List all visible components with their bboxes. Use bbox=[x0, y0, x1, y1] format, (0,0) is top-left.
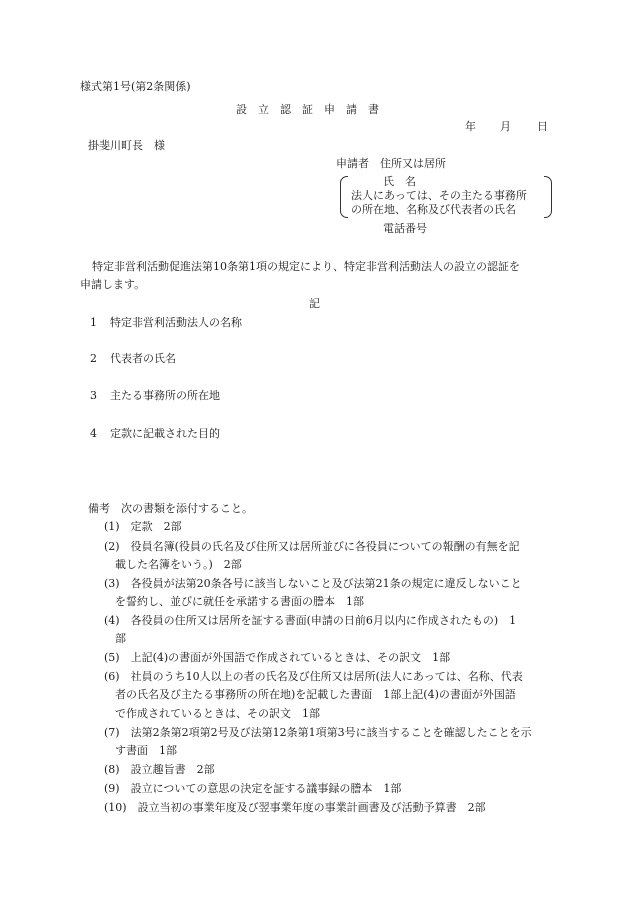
applicant-name-label: 氏 名 bbox=[383, 175, 416, 188]
remark-line: (10) 設立当初の事業年度及び翌事業年度の事業計画書及び活動予算書 2部 bbox=[104, 801, 486, 814]
remark-line: (1) 定款 2部 bbox=[104, 520, 182, 533]
form-label: 様式第1号(第2条関係) bbox=[80, 80, 191, 93]
remark-line: (8) 設立趣旨書 2部 bbox=[104, 763, 215, 776]
date-day: 日 bbox=[537, 120, 548, 133]
remark-line: 載した名簿をいう。) 2部 bbox=[115, 558, 242, 571]
item-2-text: 代表者の氏名 bbox=[110, 352, 176, 365]
document-title: 設 立 認 証 申 請 書 bbox=[236, 103, 379, 116]
remark-line: (9) 設立についての意思の決定を証する議事録の謄本 1部 bbox=[104, 782, 402, 795]
item-1-number: 1 bbox=[90, 316, 97, 329]
remark-line: (5) 上記(4)の書面が外国語で作成されているときは、その訳文 1部 bbox=[104, 651, 451, 664]
date-year: 年 bbox=[465, 120, 476, 133]
remark-line: (2) 役員名簿(役員の氏名及び住所又は居所並びに各役員についての報酬の有無を記 bbox=[104, 540, 520, 553]
item-3-text: 主たる事務所の所在地 bbox=[110, 389, 220, 402]
addressee: 掛斐川町長 様 bbox=[88, 139, 165, 152]
item-1-text: 特定非営利活動法人の名称 bbox=[110, 316, 242, 329]
remark-line: で作成されているときは、その訳文 1部 bbox=[115, 707, 320, 720]
remark-line: (7) 法第2条第2項第2号及び法第12条第1項第3号に該当することを確認したことを示 bbox=[104, 726, 532, 739]
remark-line: す書面 1部 bbox=[115, 744, 177, 757]
remark-line: 部 bbox=[115, 632, 126, 645]
ki-heading: 記 bbox=[309, 297, 320, 310]
corporate-note-line-2: の所在地、名称及び代表者の氏名 bbox=[351, 203, 516, 216]
body-text-line-1: 特定非営利活動促進法第10条第1項の規定により、特定非営利活動法人の設立の認証を bbox=[92, 260, 520, 273]
remark-line: (6) 社員のうち10人以上の者の氏名及び住所又は居所(法人にあっては、名称、代表 bbox=[104, 670, 523, 683]
applicant-phone-label: 電話番号 bbox=[383, 222, 427, 235]
remark-line: を誓約し、並びに就任を承諾する書面の謄本 1部 bbox=[115, 595, 364, 608]
date-month: 月 bbox=[500, 120, 511, 133]
remarks-heading: 備考 次の書類を添付すること。 bbox=[88, 502, 253, 515]
item-3-number: 3 bbox=[90, 389, 97, 402]
remark-line: (3) 各役員が法第20条各号に該当しないこと及び法第21条の規定に違反しないこと bbox=[104, 577, 522, 590]
applicant-address-label: 申請者 住所又は居所 bbox=[336, 157, 446, 170]
corporate-note-line-1: 法人にあっては、その主たる事務所 bbox=[351, 189, 527, 202]
item-4-number: 4 bbox=[90, 427, 97, 440]
item-2-number: 2 bbox=[90, 352, 97, 365]
body-text-line-2: 申請します。 bbox=[80, 278, 146, 291]
remark-line: 者の氏名及び主たる事務所の所在地)を記載した書面 1部上記(4)の書面が外国語 bbox=[115, 688, 516, 701]
item-4-text: 定款に記載された目的 bbox=[110, 427, 220, 440]
remark-line: (4) 各役員の住所又は居所を証する書面(申請の日前6月以内に作成されたもの) 1 bbox=[104, 614, 517, 627]
